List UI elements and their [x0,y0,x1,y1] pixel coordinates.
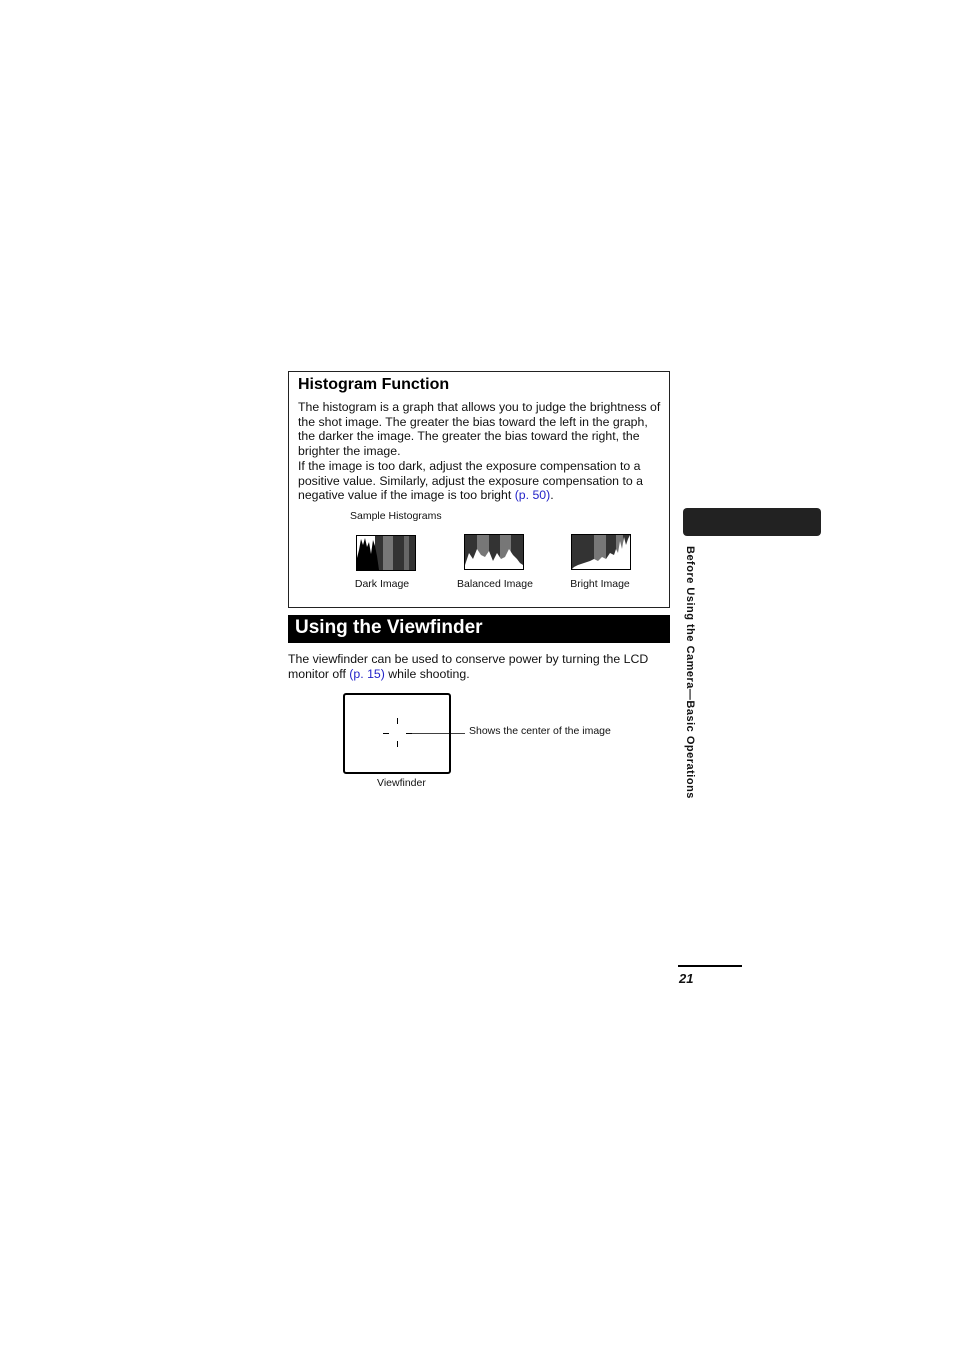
histogram-paragraph-1: The histogram is a graph that allows you to judge the brightness of the shot image. The greater the bias toward the left in the graph, the darker the image. The greater the bias toward the right, the brighter the image. [298,400,661,458]
bright-histogram-image [571,534,631,570]
viewfinder-caption: Viewfinder [377,777,426,789]
viewfinder-section-heading-bar [288,615,670,643]
sample-histograms-label: Sample Histograms [350,510,442,522]
viewfinder-callout-label: Shows the center of the image [469,725,611,737]
page-number-rule [678,965,742,967]
viewfinder-center-marks [380,714,470,750]
page-15-link[interactable]: (p. 15) [349,666,385,681]
page-number: 21 [679,971,694,986]
viewfinder-section-heading: Using the Viewfinder [295,617,483,638]
dark-histogram-image [356,535,416,571]
dark-image-caption: Dark Image [354,578,410,590]
viewfinder-paragraph [288,652,668,681]
bright-image-caption: Bright Image [570,578,630,590]
histogram-paragraph-2-end: . [550,488,554,503]
viewfinder-paragraph-end: while shooting. [384,666,470,681]
histogram-section-title: Histogram Function [298,376,450,393]
balanced-histogram-image [464,534,524,570]
viewfinder-paragraph-text: The viewfinder can be used to conserve power by turning the LCD monitor off [288,652,649,681]
histogram-paragraph-2-text: If the image is too dark, adjust the exposure compensation to a positive value. Similarly, adjust the exposure compensation to a negative value if the image is too bright [298,459,643,503]
page-50-link[interactable]: (p. 50) [514,488,551,503]
chapter-title-vertical: Before Using the Camera—Basic Operations [684,546,696,799]
balanced-image-caption: Balanced Image [457,578,533,590]
histogram-paragraph-2 [298,459,664,503]
chapter-tab [683,508,821,536]
